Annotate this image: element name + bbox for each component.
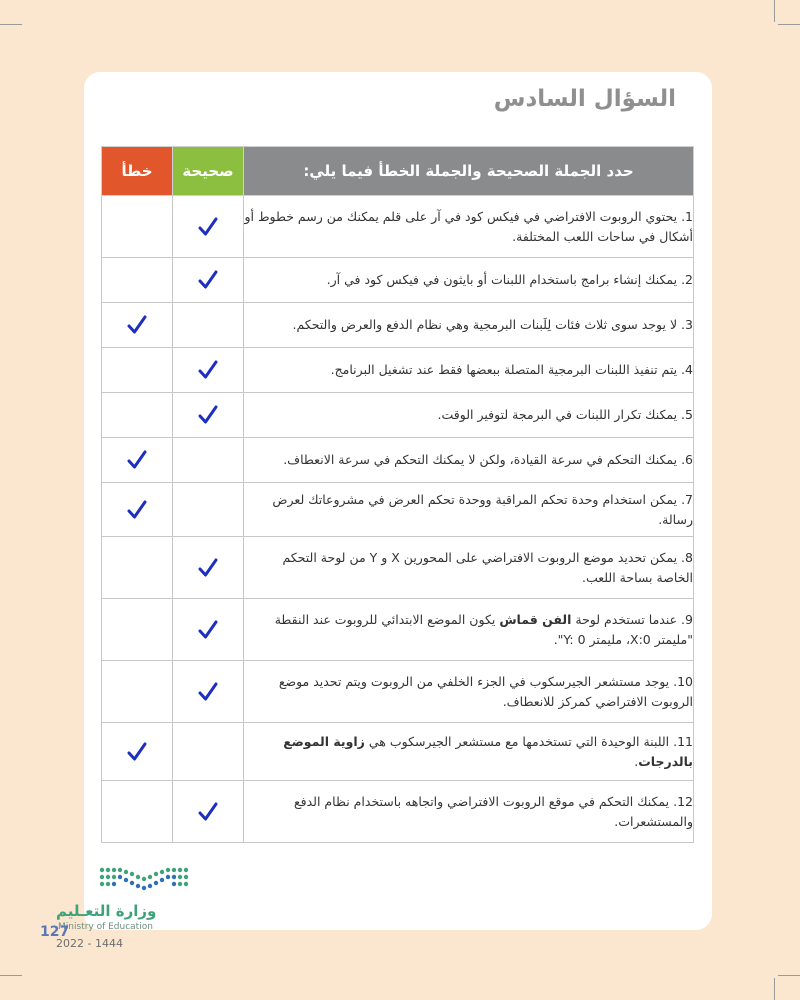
table-row: [102, 537, 694, 599]
false-cell: [102, 483, 173, 537]
ministry-name-en: Ministry of Education: [58, 922, 153, 932]
section-title: السؤال السادس: [493, 86, 676, 112]
statement-keyword: الفن قماش: [499, 612, 572, 628]
statement-text: 7. يمكن استخدام وحدة تحكم المراقبة ووحدة تحكم العرض في مشروعاتك لعرض رسالة.: [272, 492, 693, 527]
true-cell: [173, 483, 244, 537]
checkmark-icon: [197, 619, 219, 641]
false-cell: [102, 661, 173, 723]
table-row: [102, 196, 694, 258]
checkmark-icon: [197, 359, 219, 381]
statement-text: 6. يمكنك التحكم في سرعة القيادة، ولكن لا يمكنك التحكم في سرعة الانعطاف.: [283, 452, 693, 468]
table-row: [102, 483, 694, 537]
statement-text: 8. يمكن تحديد موضع الروبوت الافتراضي على المحورين X و Y من لوحة التحكم الخاصة بساحة اللعب.: [282, 550, 693, 585]
true-cell: [173, 258, 244, 303]
statement-text: 11. اللبنة الوحيدة التي تستخدمها مع مستشعر الجيرسكوب هي: [364, 734, 693, 750]
statement-cell: [244, 661, 694, 723]
false-cell: [102, 723, 173, 781]
crop-mark: [774, 978, 775, 1000]
statement-text: 1. يحتوي الروبوت الافتراضي في فيكس كود في آر على قلم يمكنك من رسم خطوط أو أشكال في ساحات اللعب المختلفة.: [244, 209, 693, 244]
statement-text: 2. يمكنك إنشاء برامج باستخدام اللبنات أو بايثون في فيكس كود في آر.: [326, 272, 693, 288]
false-cell: [102, 303, 173, 348]
ministry-name-ar: وزارة التعـليم: [56, 902, 157, 920]
checkmark-icon: [197, 404, 219, 426]
statement-text: 9. عندما تستخدم لوحة: [571, 612, 693, 628]
page-number: 127: [40, 924, 70, 940]
statement-text: يكون الموضع الابتدائي للروبوت عند النقطة "مليمتر X:0، مليمتر Y: 0".: [274, 612, 693, 647]
statement-keyword: زاوية الموضع بالدرجات: [283, 734, 693, 769]
statement-cell: [244, 483, 694, 537]
ministry-logo: [96, 864, 192, 902]
true-cell: [173, 537, 244, 599]
false-cell: [102, 781, 173, 843]
header-false: خطأ: [102, 147, 173, 196]
true-cell: [173, 393, 244, 438]
true-cell: [173, 723, 244, 781]
checkmark-icon: [197, 216, 219, 238]
statement-text: 10. يوجد مستشعر الجيرسكوب في الجزء الخلفي من الروبوت ويتم تحديد موضع الروبوت الافتراضي كمركز للانعطاف.: [278, 674, 693, 709]
statement-text: .: [634, 753, 639, 769]
false-cell: [102, 537, 173, 599]
table-header-row: [102, 147, 694, 196]
true-cell: [173, 196, 244, 258]
table-row: [102, 393, 694, 438]
statement-cell: [244, 723, 694, 781]
table-row: [102, 348, 694, 393]
table-row: [102, 258, 694, 303]
statement-cell: [244, 537, 694, 599]
checkmark-icon: [126, 741, 148, 763]
false-cell: [102, 599, 173, 661]
edition-year: 2022 - 1444: [56, 937, 123, 950]
crop-mark: [0, 24, 22, 25]
table-row: [102, 661, 694, 723]
true-false-table: [101, 146, 694, 843]
true-cell: [173, 303, 244, 348]
true-cell: [173, 348, 244, 393]
table-row: [102, 303, 694, 348]
statement-cell: [244, 438, 694, 483]
true-cell: [173, 599, 244, 661]
true-cell: [173, 781, 244, 843]
false-cell: [102, 393, 173, 438]
table-row: [102, 599, 694, 661]
checkmark-icon: [126, 449, 148, 471]
statement-text: 4. يتم تنفيذ اللبنات البرمجية المتصلة ببعضها فقط عند تشغيل البرنامج.: [330, 362, 693, 378]
false-cell: [102, 348, 173, 393]
true-cell: [173, 661, 244, 723]
crop-mark: [0, 975, 22, 976]
false-cell: [102, 196, 173, 258]
table-row: [102, 723, 694, 781]
statement-cell: [244, 599, 694, 661]
statement-cell: [244, 781, 694, 843]
checkmark-icon: [197, 681, 219, 703]
crop-mark: [774, 0, 775, 22]
statement-cell: [244, 196, 694, 258]
ministry-logo-dots: [96, 864, 192, 898]
checkmark-icon: [126, 499, 148, 521]
true-cell: [173, 438, 244, 483]
false-cell: [102, 258, 173, 303]
header-statement: حدد الجملة الصحيحة والجملة الخطأ فيما يلي:: [244, 147, 694, 196]
false-cell: [102, 438, 173, 483]
statement-cell: [244, 348, 694, 393]
statement-text: 5. يمكنك تكرار اللبنات في البرمجة لتوفير الوقت.: [437, 407, 693, 423]
statement-text: 12. يمكنك التحكم في موقع الروبوت الافتراضي واتجاهه باستخدام نظام الدفع والمستشعرات.: [293, 794, 693, 829]
checkmark-icon: [197, 557, 219, 579]
table-row: [102, 438, 694, 483]
checkmark-icon: [197, 801, 219, 823]
table-row: [102, 781, 694, 843]
statement-cell: [244, 303, 694, 348]
crop-mark: [778, 975, 800, 976]
statement-cell: [244, 393, 694, 438]
statement-cell: [244, 258, 694, 303]
header-true: صحيحة: [173, 147, 244, 196]
question-card: [84, 72, 712, 930]
checkmark-icon: [197, 269, 219, 291]
statement-text: 3. لا يوجد سوى ثلاث فئات لِلَبنات البرمجية وهي نظام الدفع والعرض والتحكم.: [292, 317, 693, 333]
checkmark-icon: [126, 314, 148, 336]
crop-mark: [778, 24, 800, 25]
